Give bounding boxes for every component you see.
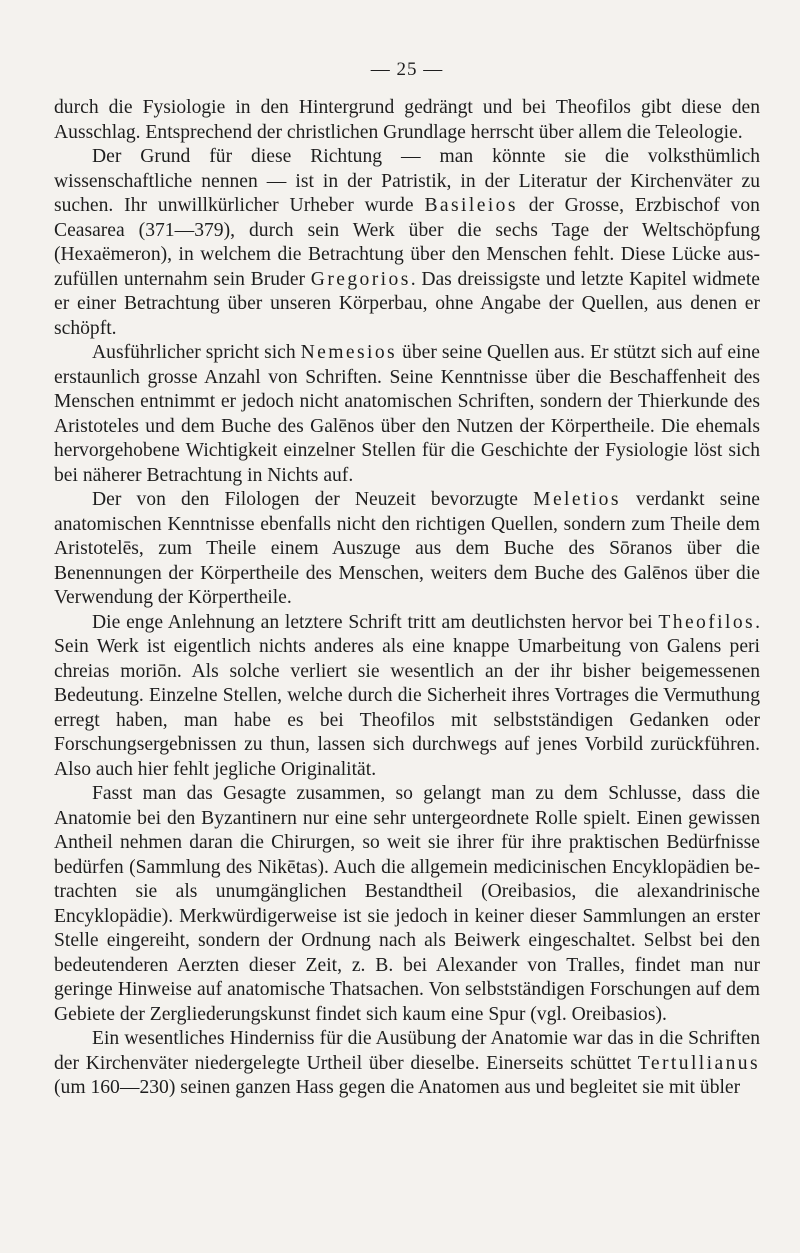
- text-run: verdankt seine anatomischen Kenntnisse ebenfalls nicht den richtigen Quellen, sondern zum Theile dem Aristotelēs, zum Theile einem Auszuge aus dem Buche des Sōranos über die Benennungen der Körpertheile des Menschen, weiters dem Buche des Galēnos über die Verwendung der Körpertheile.: [54, 489, 760, 608]
- spaced-name-theofilos: Theofilos: [658, 611, 756, 633]
- spaced-name-basileios: Basileios: [424, 195, 518, 216]
- text-run: Fasst man das Gesagte zusammen, so gelangt man zu dem Schlusse, dass die Anatomie bei den Byzantinern nur eine sehr untergeordnete Rolle spielt. Einen gewissen Antheil nehmen daran die Chirurgen, so weit sie ihrer für ihre praktischen Bedürfnisse bedürfen (Sammlung des Nikētas). Auch die allgemein medicinischen Encyklopädien betrachten sie als unumgänglichen Bestandtheil (Oreibasios, die alexandrinische Encyklopädie). Merkwürdigerweise ist sie jedoch in keiner dieser Sammlungen an erster Stelle eingereiht, sondern der Ordnung nach als Beiwerk eingeschaltet. Selbst bei den bedeutenderen Aerzten dieser Zeit, z. B. bei Alexander von Tralles, findet man nur geringe Hinweise auf anatomische Thatsachen. Von selbstständigen Forschungen auf dem Gebiete der Zergliederungskunst findet sich kaum eine Spur (vgl. Oreibasios).: [54, 783, 760, 1025]
- paragraph-3: [54, 341, 760, 488]
- paragraph-5: [54, 611, 760, 783]
- spaced-name-gregorios: Gregorios: [310, 268, 411, 290]
- text-run: Der von den Filologen der Neuzeit bevorzugte: [92, 489, 534, 510]
- spaced-name-nemesios: Nemesios: [300, 342, 398, 363]
- text-run: der Grosse, Erzbischof von Ceasarea (371—379), durch sein Werk über die sechs Tage der Weltschöpfung (Hexaëmeron), in welchem die Betrachtung über den Menschen fehlt. Diese Lücke auszufüllen unternahm sein Bruder: [54, 195, 760, 290]
- text-run: Ein wesentliches Hinderniss für die Ausübung der Anatomie war das in die Schriften der Kirchenväter niedergelegte Urtheil über dieselbe. Einerseits schüttet: [54, 1028, 760, 1074]
- spaced-name-meletios: Meletios: [533, 489, 621, 510]
- paragraph-6: [54, 782, 760, 1027]
- paragraph-1: [54, 96, 760, 145]
- paragraph-4: [54, 488, 760, 611]
- text-run: (um 160—230) seinen ganzen Hass gegen die Anatomen aus und begleitet sie mit übler: [54, 1077, 741, 1098]
- paragraph-7: [54, 1027, 760, 1101]
- spaced-name-tertullianus: Tertullianus: [637, 1052, 760, 1074]
- page-number: — 25 —: [370, 59, 444, 80]
- paragraph-2: [54, 145, 760, 341]
- text-run: Der Grund für diese Richtung — man könnte sie die volksthümlich wissenschaftliche nennen — ist in der Patristik, in der Literatur der Kirchenväter zu suchen. Ihr unwillkürlicher Urheber wurde: [54, 146, 760, 216]
- text-run: . Sein Werk ist eigentlich nichts anderes als eine knappe Umarbeitung von Galens peri chreias moriōn. Als solche verliert sie wesentlich an der ihr bisher beigemessenen Bedeutung. Einzelne Stellen, welche durch die Sicherheit ihres Vortrages die Vermuthung erregt haben, man habe es bei Theofilos mit selbstständigen Gedanken oder Forschungsergebnissen zu thun, lassen sich durchwegs auf jenes Vorbild zurückführen. Also auch hier fehlt jegliche Originalität.: [54, 611, 760, 780]
- text-run: über seine Quellen aus. Er stützt sich auf eine erstaunlich grosse Anzahl von Schriften. Seine Kenntnisse über die Beschaffenheit des Menschen entnimmt er jedoch nicht anatomischen Schriften, sondern der Thierkunde des Aristoteles und dem Buche des Galēnos über den Nutzen der Körpertheile. Die ehemals hervorgehobene Wichtigkeit einzelner Stellen für die Geschichte der Fysiologie löst sich bei näherer Betrachtung in Nichts auf.: [54, 342, 760, 486]
- book-page: [54, 58, 760, 1101]
- text-run: Die enge Anlehnung an letztere Schrift tritt am deutlichsten hervor bei: [92, 611, 659, 633]
- text-run: Ausführlicher spricht sich: [92, 342, 301, 363]
- text-run: . Das dreissigste und letzte Kapitel widmete er einer Betrachtung über unseren Körperbau, ohne Angabe der Quellen, aus denen er schöpft.: [54, 268, 760, 339]
- text-run: durch die Fysiologie in den Hintergrund gedrängt und bei Theofilos gibt diese den Ausschlag. Entsprechend der christlichen Grundlage herrscht über allem die Teleologie.: [54, 97, 760, 143]
